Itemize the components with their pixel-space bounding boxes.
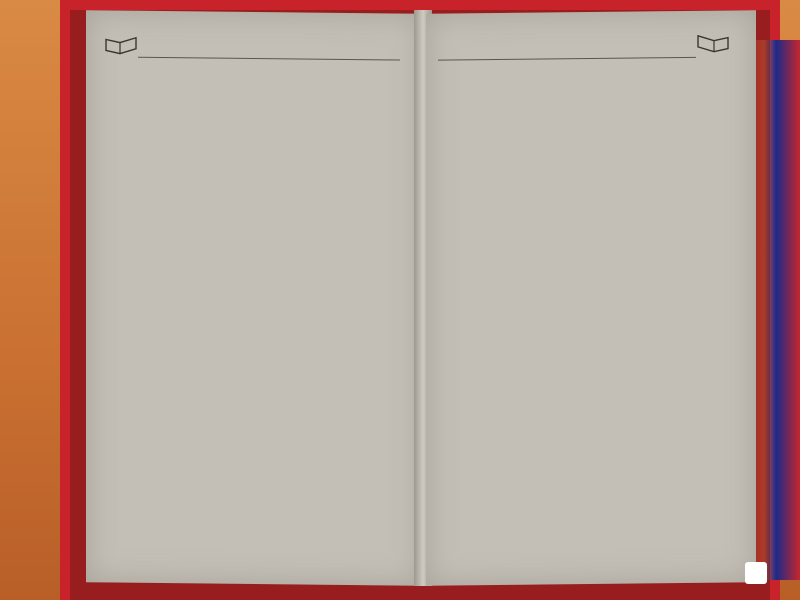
paragraph [442, 120, 742, 123]
header-rule [438, 57, 696, 61]
right-page [426, 10, 756, 585]
open-book-icon [696, 33, 730, 53]
header-rule [138, 57, 400, 61]
running-header [246, 42, 252, 54]
intro-paragraph [116, 93, 412, 96]
open-book-icon [104, 34, 138, 54]
watermark [745, 562, 770, 586]
running-header [444, 43, 450, 55]
paragraph [442, 286, 742, 289]
paragraph [442, 66, 742, 69]
left-page [86, 10, 422, 586]
labirint-logo-icon [745, 562, 767, 584]
paragraph [442, 494, 742, 497]
